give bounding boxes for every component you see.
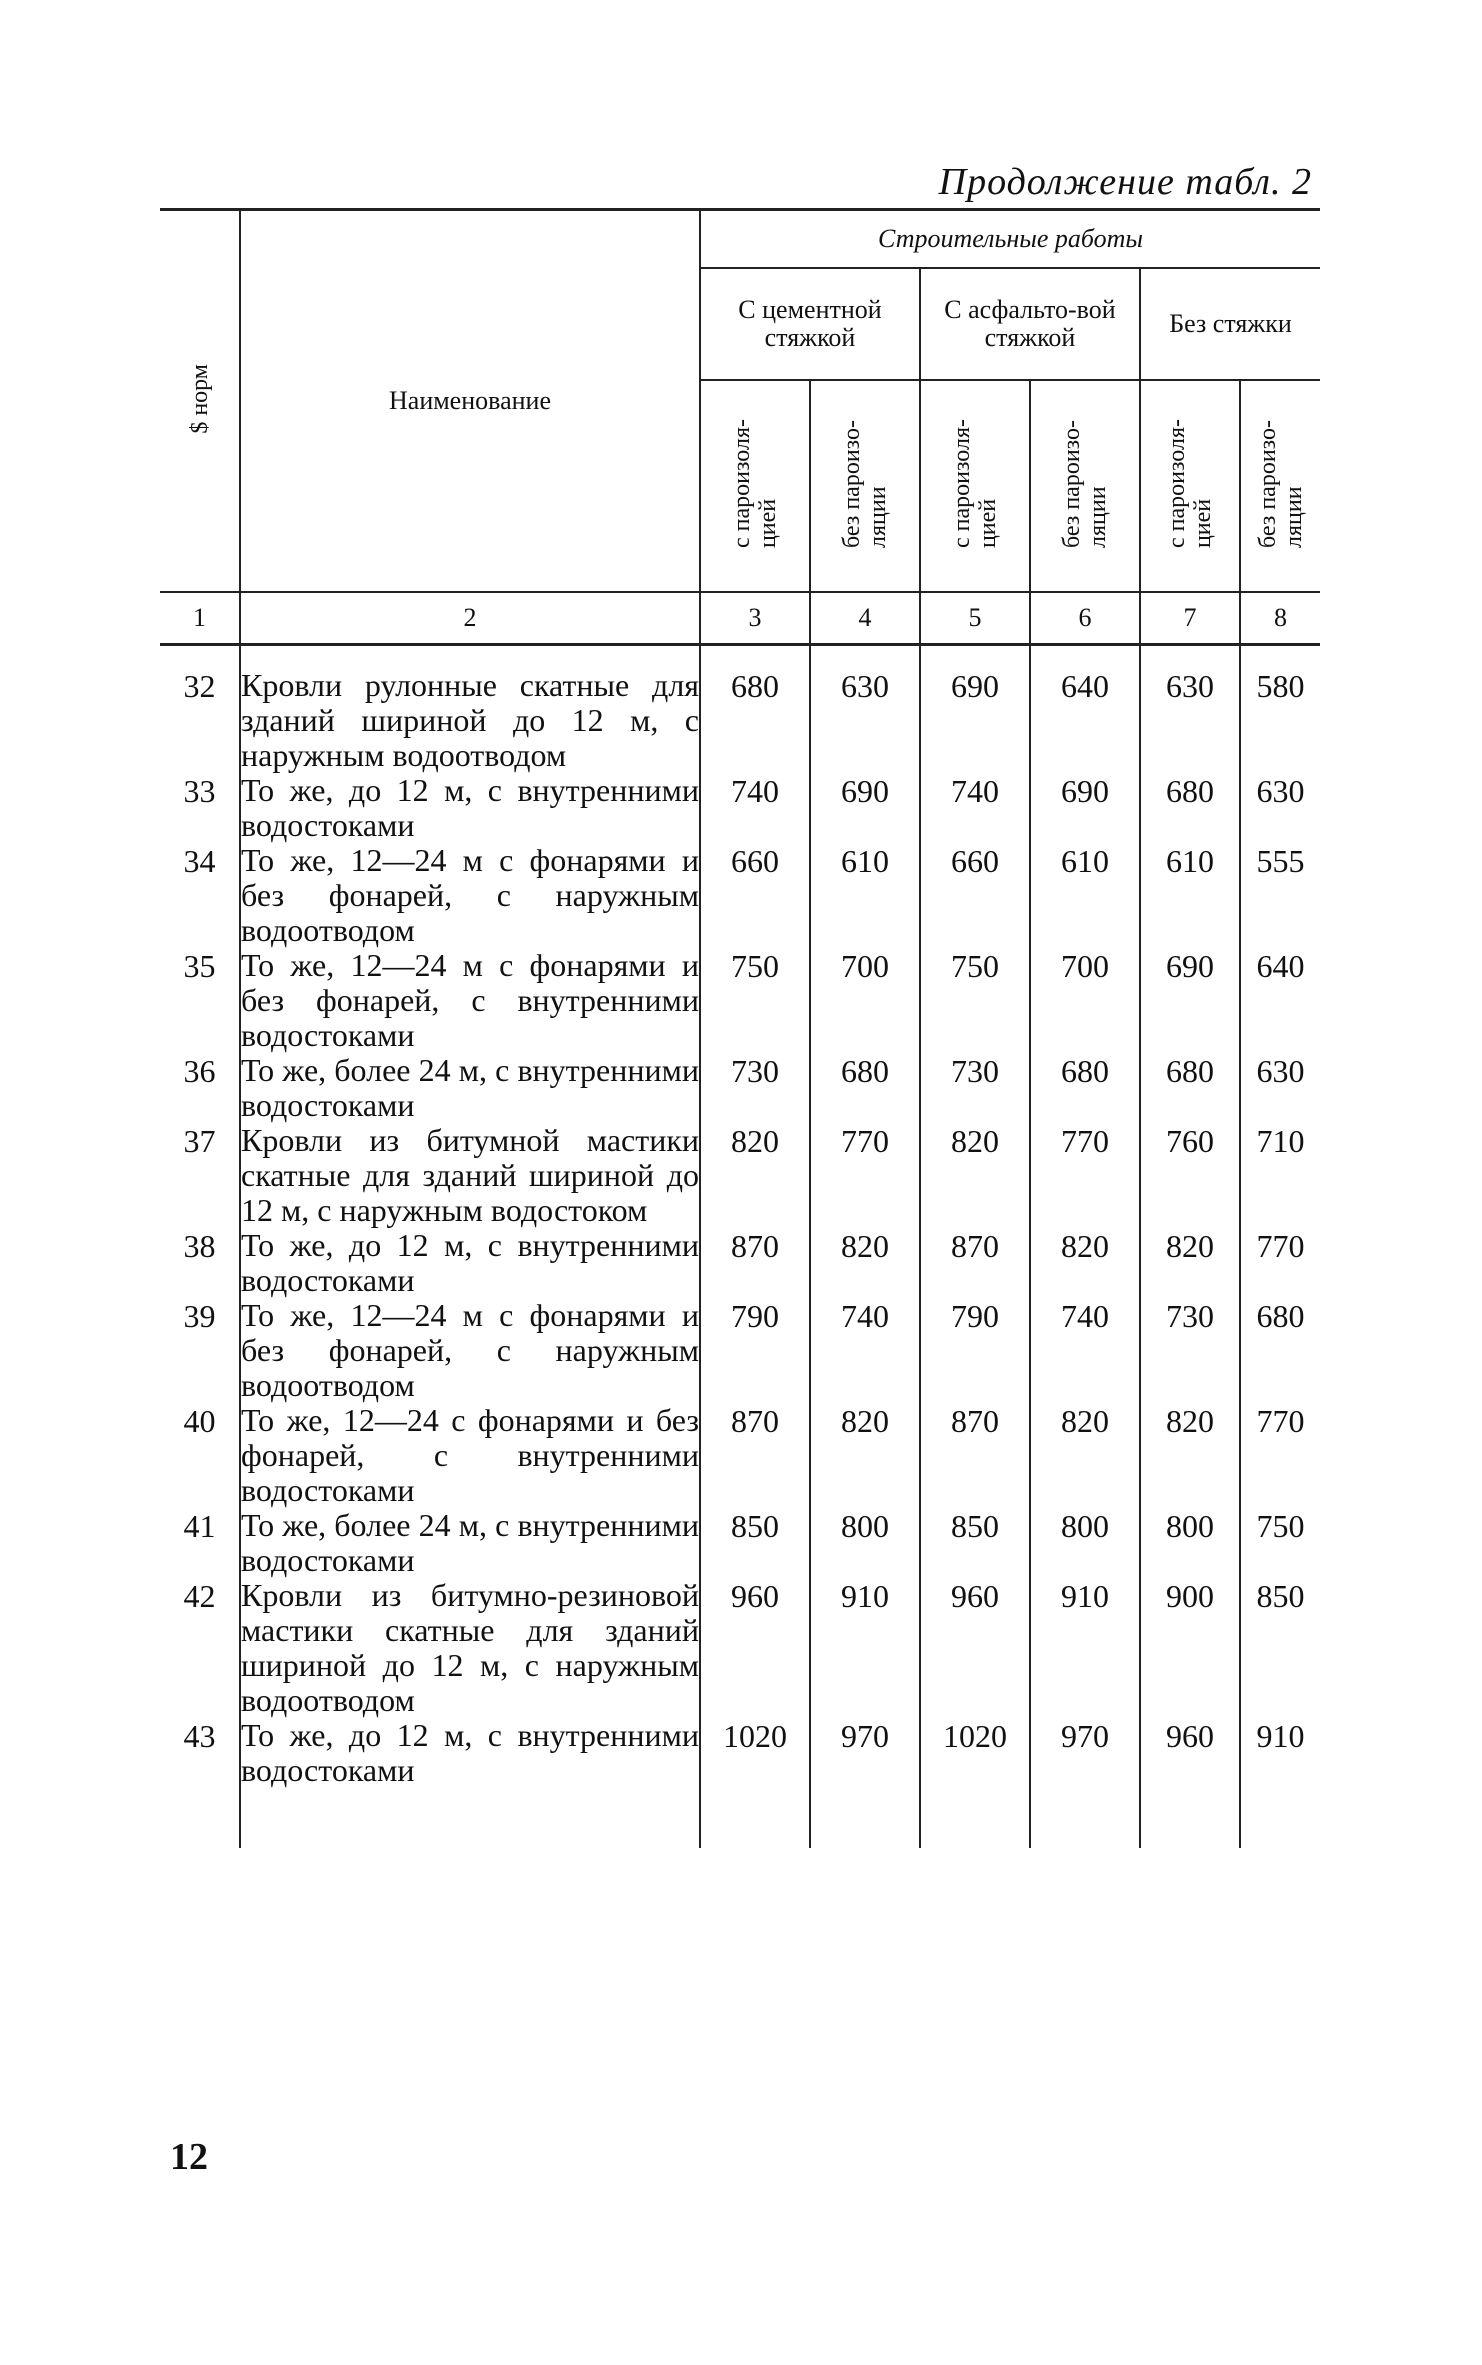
value-cell: 680 [1140, 1053, 1240, 1123]
subheader-with-vapor: с пароизоля- цией [700, 380, 810, 592]
table-row [160, 645, 1320, 774]
subheader-without-vapor: без пароизо- ляции [810, 380, 920, 592]
table-body [160, 645, 1320, 1849]
value-cell: 660 [700, 843, 810, 948]
empty-cell [160, 1788, 240, 1848]
value-cell: 750 [920, 948, 1030, 1053]
value-cell: 870 [920, 1228, 1030, 1298]
row-number: 37 [160, 1123, 240, 1228]
value-cell: 770 [1030, 1123, 1140, 1228]
value-cell: 1020 [700, 1718, 810, 1788]
value-cell: 820 [1140, 1228, 1240, 1298]
value-cell: 800 [1140, 1508, 1240, 1578]
col-index: 2 [240, 592, 700, 645]
value-cell: 730 [700, 1053, 810, 1123]
value-cell: 820 [810, 1403, 920, 1508]
value-cell: 970 [810, 1718, 920, 1788]
value-cell: 970 [1030, 1718, 1140, 1788]
row-name: То же, до 12 м, с внутренними водостоками [241, 1717, 699, 1788]
value-cell: 630 [1240, 773, 1320, 843]
subgroup-none: Без стяжки [1140, 268, 1320, 380]
value-cell: 800 [1030, 1508, 1140, 1578]
table-row [160, 1718, 1320, 1788]
value-cell: 610 [1030, 843, 1140, 948]
table-row [160, 773, 1320, 843]
value-cell: 630 [1140, 645, 1240, 774]
value-cell: 690 [920, 645, 1030, 774]
row-name: То же, 12—24 с фонарями и без фонарей, с внутренними водостоками [241, 1402, 699, 1508]
col-index: 1 [160, 592, 240, 645]
value-cell: 660 [920, 843, 1030, 948]
value-cell: 580 [1240, 645, 1320, 774]
value-cell: 640 [1240, 948, 1320, 1053]
row-number: 36 [160, 1053, 240, 1123]
table-row [160, 948, 1320, 1053]
col-name-header: Наименование [240, 210, 700, 593]
table-continuation-caption: Продолжение табл. 2 [938, 161, 1312, 203]
col-index: 4 [810, 592, 920, 645]
empty-cell [920, 1788, 1030, 1848]
value-cell: 740 [700, 773, 810, 843]
value-cell: 820 [700, 1123, 810, 1228]
subheader-without-vapor: без пароизо- ляции [1030, 380, 1140, 592]
value-cell: 700 [1030, 948, 1140, 1053]
value-cell: 790 [920, 1298, 1030, 1403]
col-index: 5 [920, 592, 1030, 645]
value-cell: 680 [1140, 773, 1240, 843]
value-cell: 730 [1140, 1298, 1240, 1403]
table-row [160, 1578, 1320, 1718]
value-cell: 770 [810, 1123, 920, 1228]
value-cell: 1020 [920, 1718, 1030, 1788]
table-row [160, 1053, 1320, 1123]
value-cell: 690 [810, 773, 920, 843]
table-row [160, 1123, 1320, 1228]
value-cell: 750 [700, 948, 810, 1053]
empty-cell [1140, 1788, 1240, 1848]
value-cell: 690 [1030, 773, 1140, 843]
value-cell: 640 [1030, 645, 1140, 774]
value-cell: 870 [700, 1403, 810, 1508]
table-row [160, 1508, 1320, 1578]
value-cell: 690 [1140, 948, 1240, 1053]
value-cell: 740 [810, 1298, 920, 1403]
value-cell: 790 [700, 1298, 810, 1403]
value-cell: 820 [1030, 1403, 1140, 1508]
row-name: Кровли рулонные скатные для зданий шириной до 12 м, с наружным водоотводом [240, 645, 700, 774]
row-name: То же, до 12 м, с внутренними водостоками [241, 772, 699, 843]
page-number: 12 [170, 2136, 208, 2178]
row-number: 38 [160, 1228, 240, 1298]
value-cell: 680 [1030, 1053, 1140, 1123]
value-cell: 820 [1030, 1228, 1140, 1298]
value-cell: 870 [700, 1228, 810, 1298]
value-cell: 630 [810, 645, 920, 774]
row-number: 32 [160, 645, 240, 774]
value-cell: 740 [920, 773, 1030, 843]
row-name: То же, более 24 м, с внутренними водостоками [241, 1507, 699, 1578]
value-cell: 960 [700, 1578, 810, 1718]
value-cell: 555 [1240, 843, 1320, 948]
group-header: Строительные работы [700, 210, 1320, 269]
row-name: То же, до 12 м, с внутренними водостоками [241, 1227, 699, 1298]
value-cell: 730 [920, 1053, 1030, 1123]
value-cell: 800 [810, 1508, 920, 1578]
row-number: 39 [160, 1298, 240, 1403]
table-footer-space [160, 1788, 1320, 1848]
value-cell: 850 [920, 1508, 1030, 1578]
row-number: 40 [160, 1403, 240, 1508]
empty-cell [700, 1788, 810, 1848]
value-cell: 910 [1240, 1718, 1320, 1788]
value-cell: 630 [1240, 1053, 1320, 1123]
value-cell: 610 [1140, 843, 1240, 948]
value-cell: 960 [920, 1578, 1030, 1718]
value-cell: 740 [1030, 1298, 1140, 1403]
table-row [160, 1228, 1320, 1298]
value-cell: 700 [810, 948, 920, 1053]
value-cell: 960 [1140, 1718, 1240, 1788]
row-number: 43 [160, 1718, 240, 1788]
norms-table [160, 208, 1320, 1848]
col-index: 6 [1030, 592, 1140, 645]
value-cell: 610 [810, 843, 920, 948]
row-name: То же, более 24 м, с внутренними водостоками [241, 1052, 699, 1123]
subheader-with-vapor: с пароизоля- цией [1140, 380, 1240, 592]
value-cell: 910 [810, 1578, 920, 1718]
col-number-header: $ норм [160, 210, 240, 593]
empty-cell [1240, 1788, 1320, 1848]
row-name: То же, 12—24 м с фонарями и без фонарей, с наружным водоотводом [241, 1297, 699, 1403]
value-cell: 900 [1140, 1578, 1240, 1718]
value-cell: 710 [1240, 1123, 1320, 1228]
value-cell: 770 [1240, 1228, 1320, 1298]
row-number: 42 [160, 1578, 240, 1718]
row-name: Кровли из битумной мастики скатные для зданий шириной до 12 м, с наружным водостоком [241, 1122, 699, 1228]
value-cell: 850 [1240, 1578, 1320, 1718]
subgroup-asphalt: С асфальто-вой стяжкой [920, 268, 1140, 380]
subheader-with-vapor: с пароизоля- цией [920, 380, 1030, 592]
col-index: 7 [1140, 592, 1240, 645]
row-name: То же, 12—24 м с фонарями и без фонарей, с наружным водоотводом [241, 842, 699, 948]
value-cell: 680 [810, 1053, 920, 1123]
value-cell: 680 [1240, 1298, 1320, 1403]
value-cell: 750 [1240, 1508, 1320, 1578]
subheader-without-vapor: без пароизо- ляции [1240, 380, 1320, 592]
empty-cell [240, 1788, 700, 1848]
value-cell: 820 [1140, 1403, 1240, 1508]
row-number: 41 [160, 1508, 240, 1578]
table-row [160, 1298, 1320, 1403]
col-index: 8 [1240, 592, 1320, 645]
row-number: 34 [160, 843, 240, 948]
row-name: Кровли из битумно-резиновой мастики скатные для зданий шириной до 12 м, с наружным водоотводом [241, 1577, 699, 1718]
value-cell: 820 [920, 1123, 1030, 1228]
row-number: 35 [160, 948, 240, 1053]
empty-cell [1030, 1788, 1140, 1848]
value-cell: 820 [810, 1228, 920, 1298]
value-cell: 770 [1240, 1403, 1320, 1508]
empty-cell [810, 1788, 920, 1848]
value-cell: 850 [700, 1508, 810, 1578]
row-name: То же, 12—24 м с фонарями и без фонарей, с внутренними водостоками [241, 947, 699, 1053]
row-number: 33 [160, 773, 240, 843]
table-row [160, 1403, 1320, 1508]
col-index: 3 [700, 592, 810, 645]
value-cell: 760 [1140, 1123, 1240, 1228]
table-row [160, 843, 1320, 948]
value-cell: 870 [920, 1403, 1030, 1508]
subgroup-cement: С цементной стяжкой [700, 268, 920, 380]
value-cell: 910 [1030, 1578, 1140, 1718]
value-cell: 680 [700, 645, 810, 774]
